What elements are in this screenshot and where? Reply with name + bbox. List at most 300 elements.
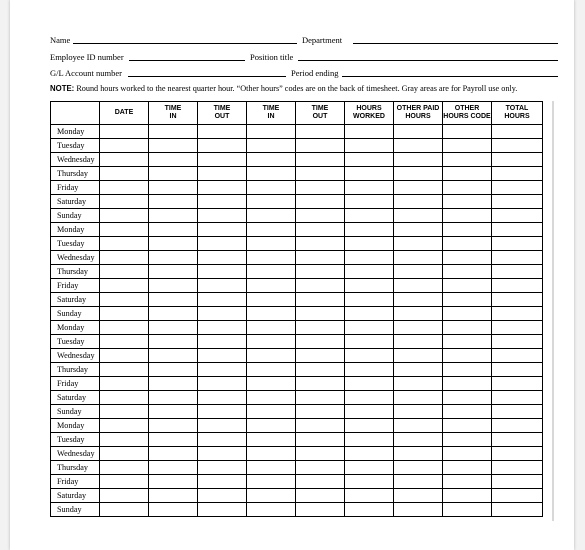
time-in-1-cell[interactable] [149,377,198,391]
other-hours-code-cell[interactable] [443,293,492,307]
date-cell[interactable] [100,153,149,167]
total-hours-cell[interactable] [492,181,543,195]
time-in-2-cell[interactable] [247,405,296,419]
date-cell[interactable] [100,321,149,335]
time-out-2-cell[interactable] [296,489,345,503]
hours-worked-cell[interactable] [345,321,394,335]
time-in-1-cell[interactable] [149,475,198,489]
other-hours-code-cell[interactable] [443,209,492,223]
time-in-1-cell[interactable] [149,321,198,335]
other-hours-code-cell[interactable] [443,377,492,391]
date-cell[interactable] [100,307,149,321]
other-paid-hours-cell[interactable] [394,251,443,265]
other-paid-hours-cell[interactable] [394,503,443,517]
table-row [51,307,543,321]
total-hours-cell[interactable] [492,167,543,181]
time-in-1-cell[interactable] [149,181,198,195]
date-cell[interactable] [100,181,149,195]
time-in-1-cell[interactable] [149,153,198,167]
date-cell[interactable] [100,139,149,153]
time-out-2-cell[interactable] [296,237,345,251]
date-cell[interactable] [100,405,149,419]
total-hours-cell[interactable] [492,503,543,517]
time-out-2-cell[interactable] [296,125,345,139]
time-in-1-cell[interactable] [149,489,198,503]
date-cell[interactable] [100,265,149,279]
time-in-2-cell[interactable] [247,475,296,489]
total-hours-cell[interactable] [492,223,543,237]
time-out-1-cell[interactable] [198,307,247,321]
day-cell: Wednesday [51,251,100,265]
hours-worked-cell[interactable] [345,307,394,321]
total-hours-cell[interactable] [492,377,543,391]
time-in-1-cell[interactable] [149,419,198,433]
employee-id-field[interactable] [129,60,245,61]
other-paid-hours-cell[interactable] [394,223,443,237]
date-cell[interactable] [100,237,149,251]
time-in-1-cell[interactable] [149,195,198,209]
time-in-1-cell[interactable] [149,363,198,377]
time-out-2-cell[interactable] [296,195,345,209]
table-row [51,503,543,517]
other-paid-hours-cell[interactable] [394,433,443,447]
other-hours-code-cell[interactable] [443,489,492,503]
total-hours-cell[interactable] [492,461,543,475]
time-out-1-cell[interactable] [198,153,247,167]
time-out-1-cell[interactable] [198,139,247,153]
time-in-1-cell[interactable] [149,391,198,405]
time-in-2-cell[interactable] [247,349,296,363]
hours-worked-cell[interactable] [345,433,394,447]
time-in-2-cell[interactable] [247,433,296,447]
table-row [51,195,543,209]
other-paid-hours-cell[interactable] [394,181,443,195]
hours-worked-cell[interactable] [345,181,394,195]
time-in-1-cell[interactable] [149,139,198,153]
other-hours-code-cell[interactable] [443,363,492,377]
time-out-1-cell[interactable] [198,503,247,517]
time-out-2-cell[interactable] [296,363,345,377]
time-out-1-cell[interactable] [198,237,247,251]
time-in-1-cell[interactable] [149,251,198,265]
total-hours-cell[interactable] [492,349,543,363]
date-cell[interactable] [100,377,149,391]
header-time-out-1: TIME OUT [198,102,247,125]
other-paid-hours-cell[interactable] [394,307,443,321]
other-hours-code-cell[interactable] [443,251,492,265]
other-hours-code-cell[interactable] [443,391,492,405]
time-in-2-cell[interactable] [247,153,296,167]
day-cell: Sunday [51,307,100,321]
time-in-1-cell[interactable] [149,307,198,321]
time-out-2-cell[interactable] [296,307,345,321]
other-paid-hours-cell[interactable] [394,405,443,419]
time-out-1-cell[interactable] [198,279,247,293]
header-day [51,102,100,125]
time-in-2-cell[interactable] [247,391,296,405]
other-hours-code-cell[interactable] [443,405,492,419]
date-cell[interactable] [100,349,149,363]
name-field[interactable] [73,43,297,44]
hours-worked-cell[interactable] [345,279,394,293]
table-row [51,153,543,167]
time-in-2-cell[interactable] [247,223,296,237]
time-in-2-cell[interactable] [247,377,296,391]
time-out-1-cell[interactable] [198,489,247,503]
time-out-1-cell[interactable] [198,377,247,391]
other-hours-code-cell[interactable] [443,153,492,167]
other-paid-hours-cell[interactable] [394,461,443,475]
position-title-field[interactable] [298,60,558,61]
other-paid-hours-cell[interactable] [394,419,443,433]
time-out-2-cell[interactable] [296,209,345,223]
hours-worked-cell[interactable] [345,461,394,475]
total-hours-cell[interactable] [492,209,543,223]
hours-worked-cell[interactable] [345,223,394,237]
time-in-2-cell[interactable] [247,503,296,517]
time-in-2-cell[interactable] [247,195,296,209]
day-cell: Friday [51,377,100,391]
time-in-2-cell[interactable] [247,237,296,251]
time-out-2-cell[interactable] [296,293,345,307]
total-hours-cell[interactable] [492,419,543,433]
table-row [51,251,543,265]
table-row [51,363,543,377]
time-in-2-cell[interactable] [247,419,296,433]
other-hours-code-cell[interactable] [443,433,492,447]
time-out-1-cell[interactable] [198,167,247,181]
date-cell[interactable] [100,195,149,209]
other-hours-code-cell[interactable] [443,419,492,433]
time-out-1-cell[interactable] [198,461,247,475]
time-in-1-cell[interactable] [149,503,198,517]
header-other-hours-code: OTHER HOURS CODE [443,102,492,125]
other-paid-hours-cell[interactable] [394,209,443,223]
time-out-2-cell[interactable] [296,475,345,489]
time-in-2-cell[interactable] [247,125,296,139]
header-time-in-2: TIME IN [247,102,296,125]
other-paid-hours-cell[interactable] [394,265,443,279]
total-hours-cell[interactable] [492,321,543,335]
total-hours-cell[interactable] [492,293,543,307]
other-paid-hours-cell[interactable] [394,195,443,209]
date-cell[interactable] [100,475,149,489]
other-hours-code-cell[interactable] [443,335,492,349]
hours-worked-cell[interactable] [345,293,394,307]
time-in-2-cell[interactable] [247,307,296,321]
time-in-1-cell[interactable] [149,167,198,181]
time-out-1-cell[interactable] [198,405,247,419]
other-paid-hours-cell[interactable] [394,349,443,363]
time-out-1-cell[interactable] [198,363,247,377]
time-out-1-cell[interactable] [198,209,247,223]
gl-account-label: G/L Account number [50,68,122,78]
hours-worked-cell[interactable] [345,125,394,139]
timesheet-page [10,0,574,550]
other-paid-hours-cell[interactable] [394,125,443,139]
time-in-2-cell[interactable] [247,181,296,195]
time-out-1-cell[interactable] [198,125,247,139]
time-in-1-cell[interactable] [149,237,198,251]
total-hours-cell[interactable] [492,307,543,321]
date-cell[interactable] [100,251,149,265]
time-out-1-cell[interactable] [198,475,247,489]
date-cell[interactable] [100,125,149,139]
other-hours-code-cell[interactable] [443,265,492,279]
table-row [51,475,543,489]
time-out-1-cell[interactable] [198,335,247,349]
total-hours-cell[interactable] [492,139,543,153]
total-hours-cell[interactable] [492,489,543,503]
timesheet-table [50,101,543,517]
total-hours-cell[interactable] [492,195,543,209]
period-ending-field[interactable] [342,76,558,77]
time-in-1-cell[interactable] [149,433,198,447]
hours-worked-cell[interactable] [345,237,394,251]
day-cell: Sunday [51,503,100,517]
other-hours-code-cell[interactable] [443,181,492,195]
time-in-2-cell[interactable] [247,139,296,153]
time-in-1-cell[interactable] [149,293,198,307]
time-out-1-cell[interactable] [198,349,247,363]
other-paid-hours-cell[interactable] [394,391,443,405]
hours-worked-cell[interactable] [345,419,394,433]
other-paid-hours-cell[interactable] [394,139,443,153]
time-out-2-cell[interactable] [296,377,345,391]
time-in-1-cell[interactable] [149,279,198,293]
other-hours-code-cell[interactable] [443,125,492,139]
employee-id-label: Employee ID number [50,52,124,62]
other-paid-hours-cell[interactable] [394,237,443,251]
time-out-1-cell[interactable] [198,195,247,209]
time-in-2-cell[interactable] [247,335,296,349]
time-in-1-cell[interactable] [149,405,198,419]
time-in-1-cell[interactable] [149,125,198,139]
total-hours-cell[interactable] [492,475,543,489]
time-in-2-cell[interactable] [247,293,296,307]
header-row [51,102,543,125]
other-hours-code-cell[interactable] [443,475,492,489]
day-cell: Thursday [51,363,100,377]
hours-worked-cell[interactable] [345,391,394,405]
total-hours-cell[interactable] [492,391,543,405]
time-out-2-cell[interactable] [296,405,345,419]
other-paid-hours-cell[interactable] [394,363,443,377]
hours-worked-cell[interactable] [345,503,394,517]
date-cell[interactable] [100,419,149,433]
hours-worked-cell[interactable] [345,475,394,489]
date-cell[interactable] [100,391,149,405]
day-cell: Monday [51,223,100,237]
total-hours-cell[interactable] [492,153,543,167]
header-date: DATE [100,102,149,125]
hours-worked-cell[interactable] [345,335,394,349]
note-prefix: NOTE: [50,84,75,93]
other-paid-hours-cell[interactable] [394,475,443,489]
time-out-1-cell[interactable] [198,433,247,447]
hours-worked-cell[interactable] [345,489,394,503]
scrollbar[interactable] [552,101,554,521]
other-hours-code-cell[interactable] [443,139,492,153]
total-hours-cell[interactable] [492,433,543,447]
date-cell[interactable] [100,433,149,447]
other-hours-code-cell[interactable] [443,447,492,461]
hours-worked-cell[interactable] [345,153,394,167]
time-in-2-cell[interactable] [247,447,296,461]
date-cell[interactable] [100,223,149,237]
position-title-label: Position title [250,52,294,62]
other-hours-code-cell[interactable] [443,503,492,517]
time-out-2-cell[interactable] [296,433,345,447]
time-out-2-cell[interactable] [296,167,345,181]
date-cell[interactable] [100,489,149,503]
day-cell: Tuesday [51,335,100,349]
total-hours-cell[interactable] [492,279,543,293]
time-in-2-cell[interactable] [247,209,296,223]
time-in-1-cell[interactable] [149,265,198,279]
time-out-2-cell[interactable] [296,153,345,167]
time-out-2-cell[interactable] [296,335,345,349]
other-paid-hours-cell[interactable] [394,167,443,181]
time-in-2-cell[interactable] [247,265,296,279]
total-hours-cell[interactable] [492,125,543,139]
time-in-1-cell[interactable] [149,447,198,461]
time-out-2-cell[interactable] [296,279,345,293]
total-hours-cell[interactable] [492,237,543,251]
total-hours-cell[interactable] [492,363,543,377]
other-paid-hours-cell[interactable] [394,377,443,391]
time-out-2-cell[interactable] [296,419,345,433]
time-in-2-cell[interactable] [247,363,296,377]
date-cell[interactable] [100,209,149,223]
hours-worked-cell[interactable] [345,377,394,391]
time-out-2-cell[interactable] [296,223,345,237]
time-in-2-cell[interactable] [247,321,296,335]
time-out-2-cell[interactable] [296,321,345,335]
header-other-paid-hours: OTHER PAID HOURS [394,102,443,125]
time-out-1-cell[interactable] [198,321,247,335]
table-row [51,377,543,391]
day-cell: Friday [51,475,100,489]
total-hours-cell[interactable] [492,265,543,279]
time-out-1-cell[interactable] [198,293,247,307]
hours-worked-cell[interactable] [345,139,394,153]
table-row [51,321,543,335]
date-cell[interactable] [100,279,149,293]
time-in-1-cell[interactable] [149,209,198,223]
time-out-2-cell[interactable] [296,447,345,461]
time-out-1-cell[interactable] [198,391,247,405]
other-paid-hours-cell[interactable] [394,279,443,293]
date-cell[interactable] [100,461,149,475]
total-hours-cell[interactable] [492,405,543,419]
day-cell: Saturday [51,489,100,503]
table-row [51,405,543,419]
other-hours-code-cell[interactable] [443,195,492,209]
other-hours-code-cell[interactable] [443,321,492,335]
hours-worked-cell[interactable] [345,405,394,419]
other-paid-hours-cell[interactable] [394,335,443,349]
time-in-2-cell[interactable] [247,251,296,265]
other-paid-hours-cell[interactable] [394,489,443,503]
time-in-2-cell[interactable] [247,279,296,293]
time-out-1-cell[interactable] [198,251,247,265]
header-time-in-1: TIME IN [149,102,198,125]
time-in-1-cell[interactable] [149,223,198,237]
hours-worked-cell[interactable] [345,265,394,279]
time-out-2-cell[interactable] [296,349,345,363]
other-hours-code-cell[interactable] [443,167,492,181]
date-cell[interactable] [100,503,149,517]
date-cell[interactable] [100,335,149,349]
time-out-1-cell[interactable] [198,419,247,433]
time-out-2-cell[interactable] [296,139,345,153]
table-row [51,223,543,237]
time-in-2-cell[interactable] [247,489,296,503]
department-field[interactable] [353,43,558,44]
hours-worked-cell[interactable] [345,349,394,363]
day-cell: Thursday [51,167,100,181]
time-out-1-cell[interactable] [198,265,247,279]
other-paid-hours-cell[interactable] [394,153,443,167]
other-hours-code-cell[interactable] [443,279,492,293]
total-hours-cell[interactable] [492,447,543,461]
time-out-2-cell[interactable] [296,251,345,265]
hours-worked-cell[interactable] [345,251,394,265]
other-paid-hours-cell[interactable] [394,321,443,335]
table-row [51,489,543,503]
table-row [51,419,543,433]
gl-account-field[interactable] [128,76,286,77]
time-out-2-cell[interactable] [296,391,345,405]
hours-worked-cell[interactable] [345,363,394,377]
timesheet-note [50,84,570,93]
total-hours-cell[interactable] [492,335,543,349]
time-in-1-cell[interactable] [149,461,198,475]
other-hours-code-cell[interactable] [443,461,492,475]
time-out-1-cell[interactable] [198,181,247,195]
time-out-2-cell[interactable] [296,461,345,475]
other-hours-code-cell[interactable] [443,223,492,237]
date-cell[interactable] [100,293,149,307]
other-hours-code-cell[interactable] [443,237,492,251]
time-out-2-cell[interactable] [296,503,345,517]
other-hours-code-cell[interactable] [443,307,492,321]
time-in-2-cell[interactable] [247,167,296,181]
hours-worked-cell[interactable] [345,195,394,209]
hours-worked-cell[interactable] [345,167,394,181]
total-hours-cell[interactable] [492,251,543,265]
time-out-1-cell[interactable] [198,223,247,237]
other-paid-hours-cell[interactable] [394,447,443,461]
time-out-1-cell[interactable] [198,447,247,461]
date-cell[interactable] [100,447,149,461]
time-out-2-cell[interactable] [296,181,345,195]
day-cell: Sunday [51,405,100,419]
date-cell[interactable] [100,167,149,181]
day-cell: Monday [51,419,100,433]
time-in-2-cell[interactable] [247,461,296,475]
table-row [51,335,543,349]
hours-worked-cell[interactable] [345,447,394,461]
time-in-1-cell[interactable] [149,349,198,363]
other-paid-hours-cell[interactable] [394,293,443,307]
time-in-1-cell[interactable] [149,335,198,349]
hours-worked-cell[interactable] [345,209,394,223]
date-cell[interactable] [100,363,149,377]
other-hours-code-cell[interactable] [443,349,492,363]
time-out-2-cell[interactable] [296,265,345,279]
